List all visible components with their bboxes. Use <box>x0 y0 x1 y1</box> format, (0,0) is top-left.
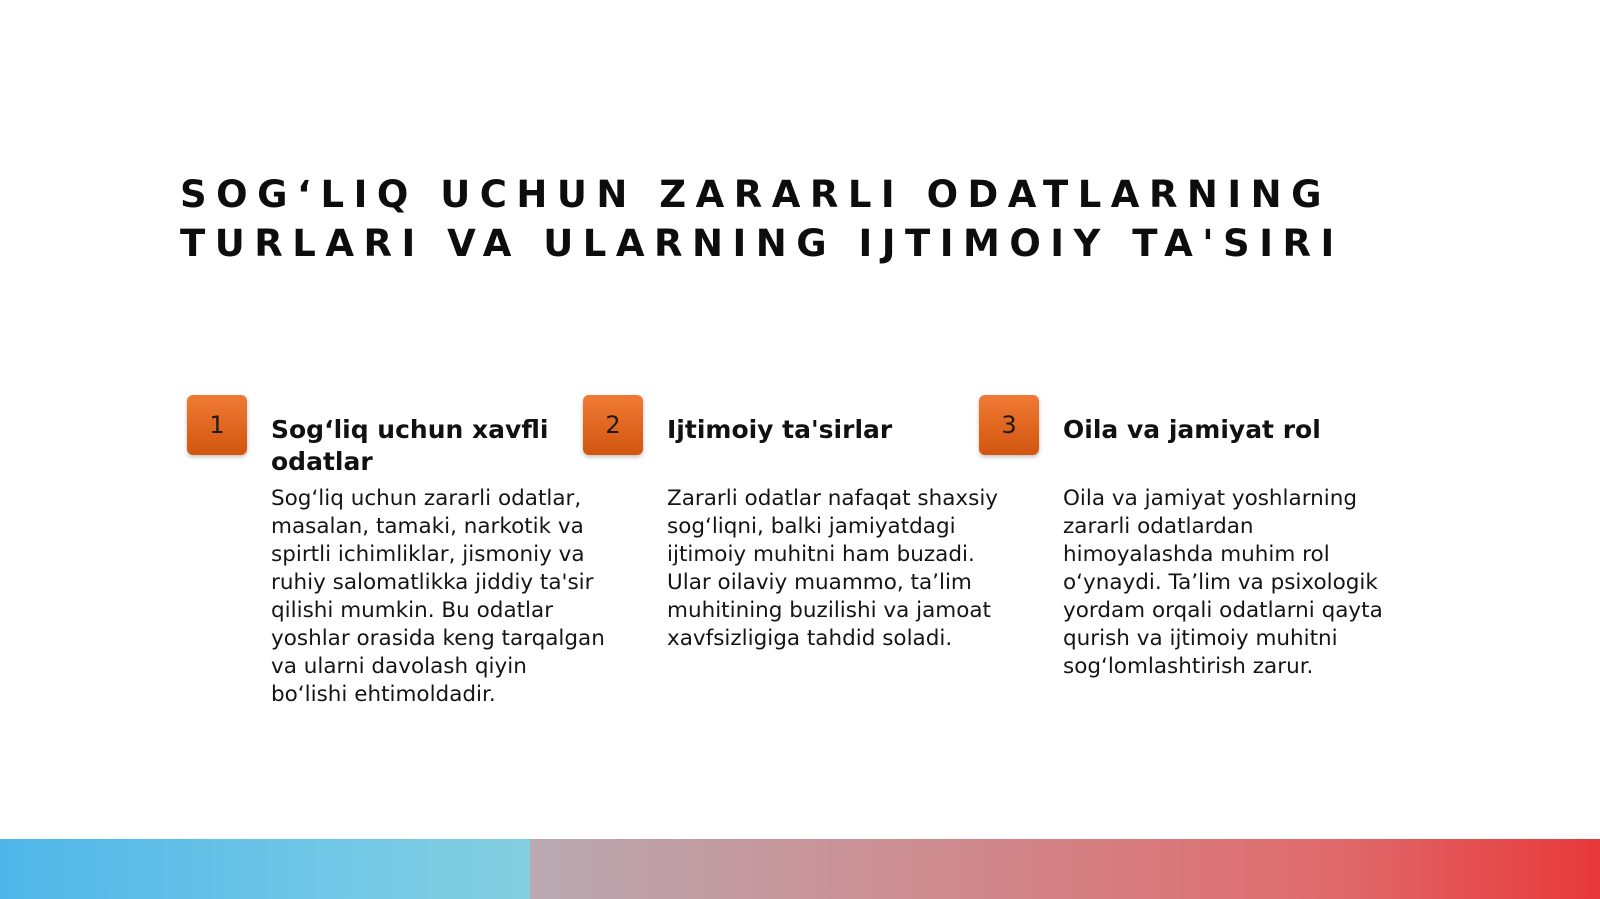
number-badge-1: 1 <box>187 395 247 455</box>
bottom-bar-red-segment <box>530 839 1600 899</box>
column-heading: Sog‘liq uchun xavfli odatlar <box>271 415 549 476</box>
slide-title-line-2: TURLARI VA ULARNING IJTIMOIY TA'SIRI <box>180 222 1344 265</box>
column-heading: Ijtimoiy ta'sirlar <box>667 415 893 444</box>
column-text: Zararli odatlar nafaqat shaxsiy sog‘liqni, balki jamiyatdagi ijtimoiy muhitni ham buzadi. Ular oilaviy muammo, ta’lim muhitining buzilishi va jamoat xavfsizligiga tahdid soladi. <box>667 486 999 651</box>
number-badge-2: 2 <box>583 395 643 455</box>
bottom-bar-blue-segment <box>0 839 530 899</box>
column-text: Sog‘liq uchun zararli odatlar, masalan, tamaki, narkotik va spirtli ichimliklar, jismoniy va ruhiy salomatlikka jiddiy ta'sir qilishi mumkin. Bu odatlar yoshlar orasida keng tarqalgan va ularni davolash qiyin bo‘lishi ehtimoldadir. <box>271 486 605 707</box>
column-heading: Oila va jamiyat rol <box>1063 415 1321 444</box>
bottom-decorative-bar <box>0 839 1600 899</box>
number-badge-3: 3 <box>979 395 1039 455</box>
slide-title-line-1: SOG‘LIQ UCHUN ZARARLI ODATLARNING <box>180 173 1332 216</box>
column-text: Oila va jamiyat yoshlarning zararli odatlardan himoyalashda muhim rol o‘ynaydi. Ta’lim va psixologik yordam orqali odatlarni qayta qurish va ijtimoiy muhitni sog‘lomlashtirish zarur. <box>1063 486 1383 679</box>
